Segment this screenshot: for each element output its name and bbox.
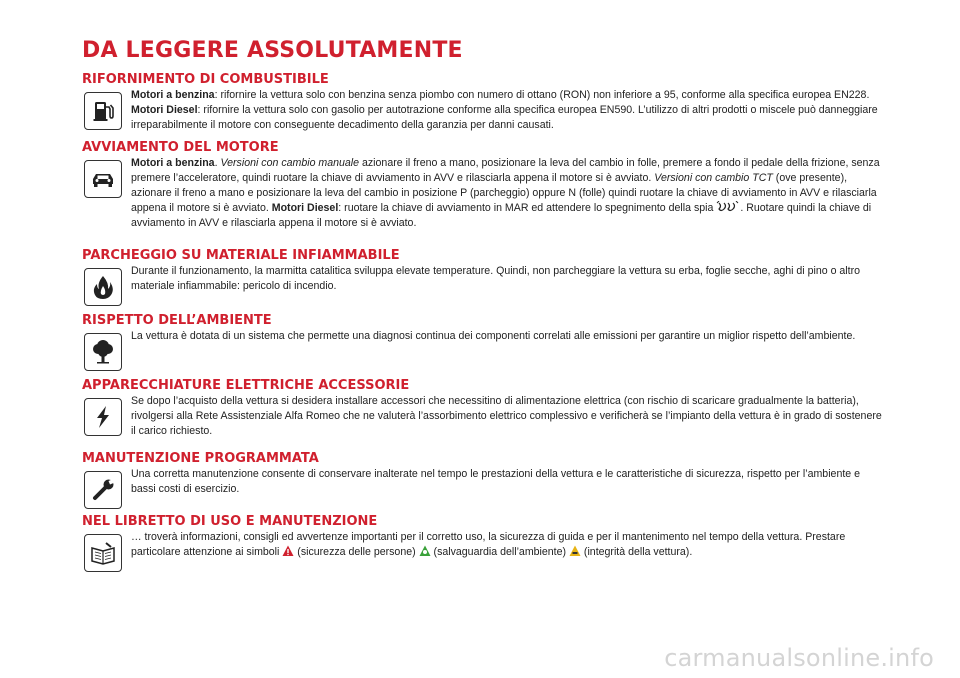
section-parking <box>82 248 882 294</box>
section-text: Durante il funzionamento, la marmitta catalitica sviluppa elevate temperature. Quindi, non parcheggiare la vettura su erba, foglie secche, aghi di pino o altro materiale infiammabile: pericolo di incendio. <box>131 265 861 292</box>
section-manual <box>82 514 882 560</box>
section-text: Una corretta manutenzione consente di conservare inalterate nel tempo le prestazioni della vettura e le caratteristiche di sicurezza, rispetto per l’ambiente e bassi costi di esercizio. <box>131 468 861 495</box>
section-text: … troverà informazioni, consigli ed avvertenze importanti per il corretto uso, la sicurezza di guida e per il mantenimento nel tempo della vettura. Prestare particolare attenzione ai simboli (sicurezza delle persone) (salvaguardia dell’ambiente) (integrità della vettura). <box>131 531 846 558</box>
section-text: Motori a benzina: rifornire la vettura solo con benzina senza piombo con numero di ottano (RON) non inferiore a 95, conforme alla specifica europea EN228. Motori Diesel: rifornire la vettura solo con gasolio per autotrazione conforme alla specifica europea EN590. L’utilizzo di altri prodotti o miscele può danneggiare irreparabilmente il motore con conseguente decadimento della garanzia per danni causati. <box>131 89 878 131</box>
watermark: carmanualsonline.info <box>664 644 934 672</box>
section-electrical <box>82 378 882 439</box>
section-title: RISPETTO DELL’AMBIENTE <box>82 313 272 328</box>
page-title: DA LEGGERE ASSOLUTAMENTE <box>82 38 463 63</box>
section-text: Motori a benzina. Versioni con cambio manuale azionare il freno a mano, posizionare la leva del cambio in folle, premere a fondo il pedale della frizione, senza premere l’acceleratore, quindi ruotare la chiave di avviamento in AVV e rilasciarla appena il motore si è avviato. Versioni con cambio TCT (ove presente), azionare il freno a mano e posizionare la leva del cambio in posizione P (parcheggio) oppure N (folle) quindi ruotare la chiave di avviamento in AVV e rilasciarla appena il motore si è avviato. Motori Diesel: ruotare la chiave di avviamento in MAR ed attendere lo spegnimento della spia . Ruotare quindi la chiave di avviamento in AVV e rilasciarla appena il motore si è avviato. <box>131 157 880 229</box>
tree-icon <box>84 333 122 371</box>
glow-plug-warning-icon <box>716 201 740 213</box>
section-title: PARCHEGGIO SU MATERIALE INFIAMMABILE <box>82 248 400 263</box>
section-title: RIFORNIMENTO DI COMBUSTIBILE <box>82 72 329 87</box>
section-fuel <box>82 72 882 133</box>
book-icon <box>84 534 122 572</box>
section-title: MANUTENZIONE PROGRAMMATA <box>82 451 319 466</box>
section-title: AVVIAMENTO DEL MOTORE <box>82 140 279 155</box>
red-warning-triangle-icon <box>282 545 294 557</box>
section-maintenance <box>82 451 882 497</box>
section-text: La vettura è dotata di un sistema che permette una diagnosi continua dei componenti correlati alle emissioni per garantire un miglior rispetto dell’ambiente. <box>131 330 856 342</box>
yellow-vehicle-integrity-icon <box>569 545 581 557</box>
wrench-icon <box>84 471 122 509</box>
green-environment-icon <box>419 545 431 557</box>
fire-icon <box>84 268 122 306</box>
section-environment <box>82 313 882 344</box>
fuel-pump-icon <box>84 92 122 130</box>
section-title: APPARECCHIATURE ELETTRICHE ACCESSORIE <box>82 378 410 393</box>
car-icon <box>84 160 122 198</box>
section-title: NEL LIBRETTO DI USO E MANUTENZIONE <box>82 514 378 529</box>
section-engine-start <box>82 140 882 231</box>
section-text: Se dopo l’acquisto della vettura si desidera installare accessori che necessitino di alimentazione elettrica (con rischio di scaricare gradualmente la batteria), rivolgersi alla Rete Assistenziale Alfa Romeo che ne valuterà l’assorbimento elettrico complessivo e verificherà se l’impianto della vettura è in grado di sostenere il carico richiesto. <box>131 395 882 437</box>
lightning-icon <box>84 398 122 436</box>
